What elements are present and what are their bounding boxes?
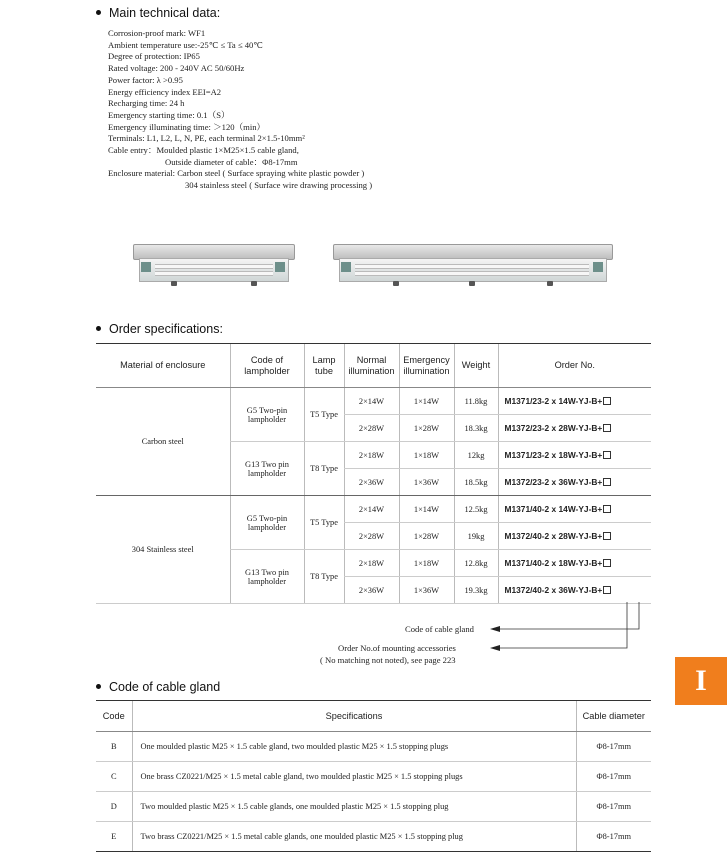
cable-gland-table bbox=[96, 700, 651, 852]
cell-spec: One moulded plastic M25 × 1.5 cable gland, two moulded plastic M25 × 1.5 stopping plugs bbox=[132, 732, 576, 762]
section-heading-text: Order specifications: bbox=[109, 322, 223, 336]
checkbox-square-icon bbox=[603, 478, 611, 486]
header-code: Code of lampholder bbox=[230, 344, 304, 388]
spec-line: Recharging time: 24 h bbox=[108, 98, 185, 109]
note-mounting: Order No.of mounting accessories bbox=[338, 643, 456, 653]
cell-emergency: 1×28W bbox=[399, 415, 454, 442]
cell-code: D bbox=[96, 792, 132, 822]
cell-normal: 2×36W bbox=[344, 577, 399, 604]
cell-tube: T5 Type bbox=[304, 496, 344, 550]
spec-line: Outside diameter of cable：Φ8-17mm bbox=[165, 156, 298, 167]
header-normal: Normal illumination bbox=[344, 344, 399, 388]
table-row bbox=[96, 732, 651, 762]
header-weight: Weight bbox=[454, 344, 498, 388]
cell-normal: 2×14W bbox=[344, 496, 399, 523]
cell-code: E bbox=[96, 822, 132, 852]
note-mounting-sub: ( No matching not noted), see page 223 bbox=[320, 655, 456, 665]
order-number: M1372/23-2 x 36W-YJ-B+ bbox=[504, 477, 603, 487]
table-header-row bbox=[96, 344, 651, 388]
cell-diameter: Φ8-17mm bbox=[576, 732, 651, 762]
cell-spec: Two brass CZ0221/M25 × 1.5 metal cable glands, one moulded plastic M25 × 1.5 stopping plug bbox=[132, 822, 576, 852]
cell-tube: T8 Type bbox=[304, 442, 344, 496]
section-heading-text: Main technical data: bbox=[109, 6, 221, 20]
spec-line: Rated voltage: 200 - 240V AC 50/60Hz bbox=[108, 63, 245, 74]
order-number: M1372/40-2 x 36W-YJ-B+ bbox=[504, 585, 603, 595]
cell-material: 304 Stainless steel bbox=[96, 496, 230, 604]
cell-order-no bbox=[498, 523, 651, 550]
table-row bbox=[96, 388, 651, 415]
note-cable-gland: Code of cable gland bbox=[405, 624, 474, 634]
spec-line: Corrosion-proof mark: WF1 bbox=[108, 28, 206, 38]
header-spec: Specifications bbox=[132, 701, 576, 732]
table-row bbox=[96, 762, 651, 792]
cell-emergency: 1×28W bbox=[399, 523, 454, 550]
cell-emergency: 1×36W bbox=[399, 577, 454, 604]
cell-emergency: 1×14W bbox=[399, 388, 454, 415]
cell-weight: 18.5kg bbox=[454, 469, 498, 496]
cell-weight: 18.3kg bbox=[454, 415, 498, 442]
cell-lampholder: G13 Two pin lampholder bbox=[230, 442, 304, 496]
checkbox-square-icon bbox=[603, 532, 611, 540]
order-specifications-table bbox=[96, 343, 651, 604]
order-number: M1372/23-2 x 28W-YJ-B+ bbox=[504, 423, 603, 433]
table-row bbox=[96, 496, 651, 523]
cell-normal: 2×18W bbox=[344, 550, 399, 577]
spec-line: Emergency illuminating time: ＞120（min） bbox=[108, 121, 266, 132]
header-material: Material of enclosure bbox=[96, 344, 230, 388]
table-header-row bbox=[96, 701, 651, 732]
cell-spec: One brass CZ0221/M25 × 1.5 metal cable gland, two moulded plastic M25 × 1.5 stopping plugs bbox=[132, 762, 576, 792]
cell-normal: 2×14W bbox=[344, 388, 399, 415]
cell-normal: 2×28W bbox=[344, 523, 399, 550]
cell-weight: 12kg bbox=[454, 442, 498, 469]
header-tube: Lamp tube bbox=[304, 344, 344, 388]
spec-line: Enclosure material: Carbon steel ( Surface spraying white plastic powder ) bbox=[108, 168, 365, 179]
bullet-icon bbox=[96, 10, 101, 15]
cell-diameter: Φ8-17mm bbox=[576, 792, 651, 822]
table-row bbox=[96, 822, 651, 852]
cell-tube: T8 Type bbox=[304, 550, 344, 604]
cell-emergency: 1×36W bbox=[399, 469, 454, 496]
section-heading-main bbox=[96, 6, 220, 20]
cell-weight: 19.3kg bbox=[454, 577, 498, 604]
cell-normal: 2×36W bbox=[344, 469, 399, 496]
lamp-image-long bbox=[333, 244, 613, 290]
section-heading-text: Code of cable gland bbox=[109, 680, 221, 694]
cell-lampholder: G13 Two pin lampholder bbox=[230, 550, 304, 604]
cell-diameter: Φ8-17mm bbox=[576, 822, 651, 852]
header-diameter: Cable diameter bbox=[576, 701, 651, 732]
order-number: M1371/23-2 x 18W-YJ-B+ bbox=[504, 450, 603, 460]
cell-weight: 19kg bbox=[454, 523, 498, 550]
cell-weight: 12.8kg bbox=[454, 550, 498, 577]
cell-spec: Two moulded plastic M25 × 1.5 cable glands, one moulded plastic M25 × 1.5 stopping plug bbox=[132, 792, 576, 822]
cell-emergency: 1×14W bbox=[399, 496, 454, 523]
header-code: Code bbox=[96, 701, 132, 732]
cell-order-no bbox=[498, 496, 651, 523]
checkbox-square-icon bbox=[603, 559, 611, 567]
checkbox-square-icon bbox=[603, 451, 611, 459]
header-emergency: Emergency illumination bbox=[399, 344, 454, 388]
spec-line: Ambient temperature use:-25℃ ≤ Ta ≤ 40℃ bbox=[108, 39, 263, 50]
cell-tube: T5 Type bbox=[304, 388, 344, 442]
cell-order-no bbox=[498, 577, 651, 604]
checkbox-square-icon bbox=[603, 586, 611, 594]
cell-code: C bbox=[96, 762, 132, 792]
cell-normal: 2×28W bbox=[344, 415, 399, 442]
cell-order-no bbox=[498, 415, 651, 442]
table-row bbox=[96, 792, 651, 822]
spec-line: Degree of protection: IP65 bbox=[108, 51, 200, 62]
technical-specs-list bbox=[108, 28, 372, 192]
checkbox-square-icon bbox=[603, 424, 611, 432]
order-number: M1372/40-2 x 28W-YJ-B+ bbox=[504, 531, 603, 541]
cell-code: B bbox=[96, 732, 132, 762]
cell-lampholder: G5 Two-pin lampholder bbox=[230, 388, 304, 442]
section-heading-order bbox=[96, 322, 223, 336]
section-heading-gland bbox=[96, 680, 220, 694]
cell-weight: 11.8kg bbox=[454, 388, 498, 415]
spec-line: 304 stainless steel ( Surface wire drawing processing ) bbox=[185, 180, 373, 191]
cell-material: Carbon steel bbox=[96, 388, 230, 496]
order-number: M1371/23-2 x 14W-YJ-B+ bbox=[504, 396, 603, 406]
checkbox-square-icon bbox=[603, 397, 611, 405]
spec-line: Power factor: λ >0.95 bbox=[108, 74, 183, 85]
bullet-icon bbox=[96, 684, 101, 689]
lamp-image-short bbox=[133, 244, 295, 290]
spec-line: Energy efficiency index EEI=A2 bbox=[108, 86, 222, 97]
cell-normal: 2×18W bbox=[344, 442, 399, 469]
cell-lampholder: G5 Two-pin lampholder bbox=[230, 496, 304, 550]
spec-line: Emergency starting time: 0.1（S） bbox=[108, 109, 230, 120]
header-order-no: Order No. bbox=[498, 344, 651, 388]
spec-line: Terminals: L1, L2, L, N, PE, each terminal 2×1.5-10mm² bbox=[108, 133, 305, 144]
cell-emergency: 1×18W bbox=[399, 550, 454, 577]
chapter-tab: I bbox=[675, 657, 727, 705]
cell-emergency: 1×18W bbox=[399, 442, 454, 469]
order-number: M1371/40-2 x 18W-YJ-B+ bbox=[504, 558, 603, 568]
cell-weight: 12.5kg bbox=[454, 496, 498, 523]
order-number: M1371/40-2 x 14W-YJ-B+ bbox=[504, 504, 603, 514]
bullet-icon bbox=[96, 326, 101, 331]
cell-diameter: Φ8-17mm bbox=[576, 762, 651, 792]
cell-order-no bbox=[498, 469, 651, 496]
cell-order-no bbox=[498, 550, 651, 577]
checkbox-square-icon bbox=[603, 505, 611, 513]
cell-order-no bbox=[498, 388, 651, 415]
spec-line: Cable entry：Moulded plastic 1×M25×1.5 cable gland, bbox=[108, 145, 299, 156]
cell-order-no bbox=[498, 442, 651, 469]
